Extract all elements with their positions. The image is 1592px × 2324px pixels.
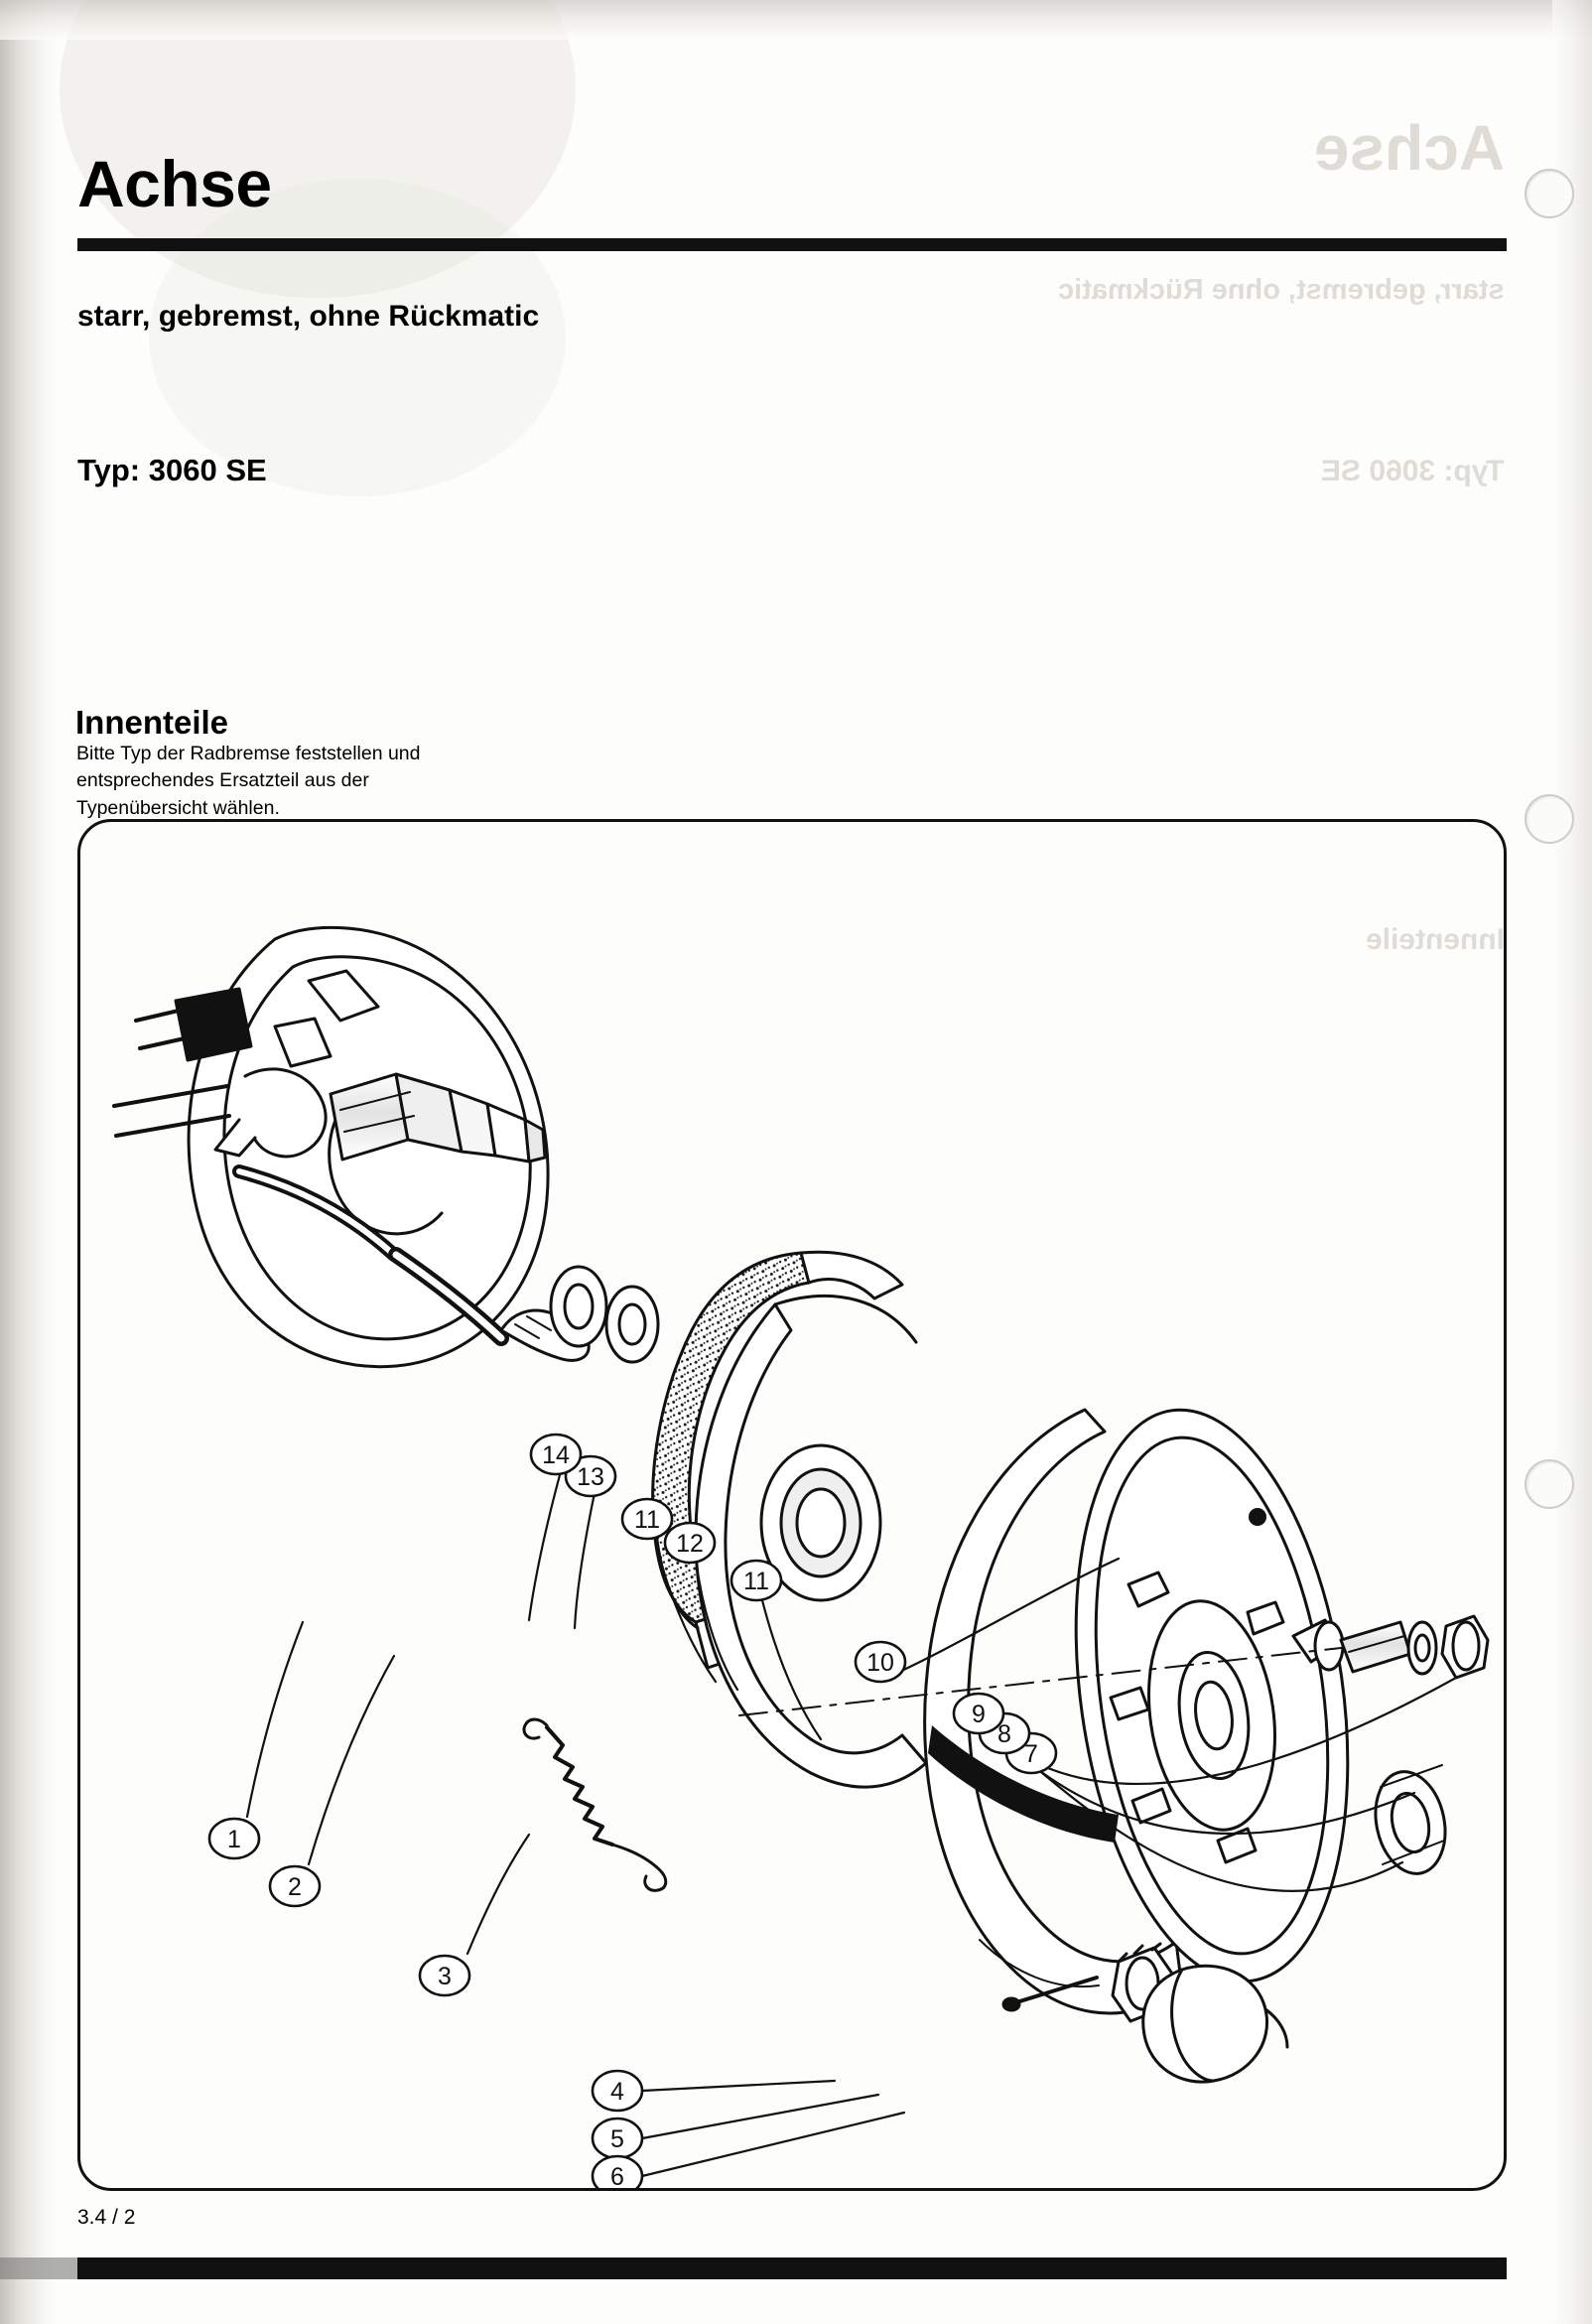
scan-artifact-blob — [149, 179, 566, 496]
callout-label: 5 — [610, 2125, 624, 2153]
page-subtitle: starr, gebremst, ohne Rückmatic — [77, 299, 540, 333]
exploded-view-figure — [77, 819, 1507, 2191]
shoe-carrier-plate — [696, 1296, 926, 1787]
footer-bar-left — [0, 2257, 77, 2279]
exploded-view-drawing — [80, 822, 1504, 2188]
punch-hole-bottom — [1525, 1459, 1574, 1509]
callout-label: 13 — [577, 1463, 604, 1491]
ghost-type-label: Typ: 3060 SE — [1321, 455, 1505, 487]
callout-label: 1 — [227, 1826, 241, 1853]
section-note: Bitte Typ der Radbremse feststellen und entsprechendes Ersatzteil aus der Typenübersicht wählen. — [76, 742, 421, 819]
scan-shadow-top — [0, 0, 1592, 40]
callout-label: 14 — [542, 1441, 570, 1469]
callout-group — [209, 1435, 1056, 2188]
page-number: 3.4 / 2 — [77, 2206, 136, 2229]
scan-shadow-right — [1552, 0, 1592, 2324]
callout-label: 4 — [610, 2078, 624, 2106]
ghost-heading: Innenteile — [1365, 923, 1505, 956]
callout-label: 10 — [866, 1649, 894, 1677]
scan-shadow-left — [0, 0, 58, 2324]
section-heading: Innenteile — [75, 704, 229, 741]
callout-label: 3 — [438, 1963, 452, 1990]
footer-bar — [77, 2257, 1507, 2279]
page-title: Achse — [77, 147, 272, 221]
callout-label: 2 — [288, 1873, 302, 1901]
type-label: Typ: 3060 SE — [77, 453, 267, 487]
callout-label: 6 — [610, 2163, 624, 2188]
punch-hole-top — [1525, 169, 1574, 218]
punch-hole-middle — [1525, 794, 1574, 844]
callout-label: 12 — [676, 1530, 704, 1558]
callout-label: 7 — [1024, 1740, 1038, 1768]
return-spring — [524, 1719, 666, 1890]
callout-label: 8 — [997, 1720, 1011, 1748]
ghost-subtitle: starr, gebremst, ohne Rückmatic — [1058, 274, 1505, 306]
callout-label: 9 — [972, 1701, 986, 1728]
callout-label: 11 — [743, 1568, 769, 1595]
title-rule — [77, 238, 1507, 251]
callout-label: 11 — [634, 1506, 660, 1534]
ghost-title: Achse — [1313, 112, 1505, 184]
